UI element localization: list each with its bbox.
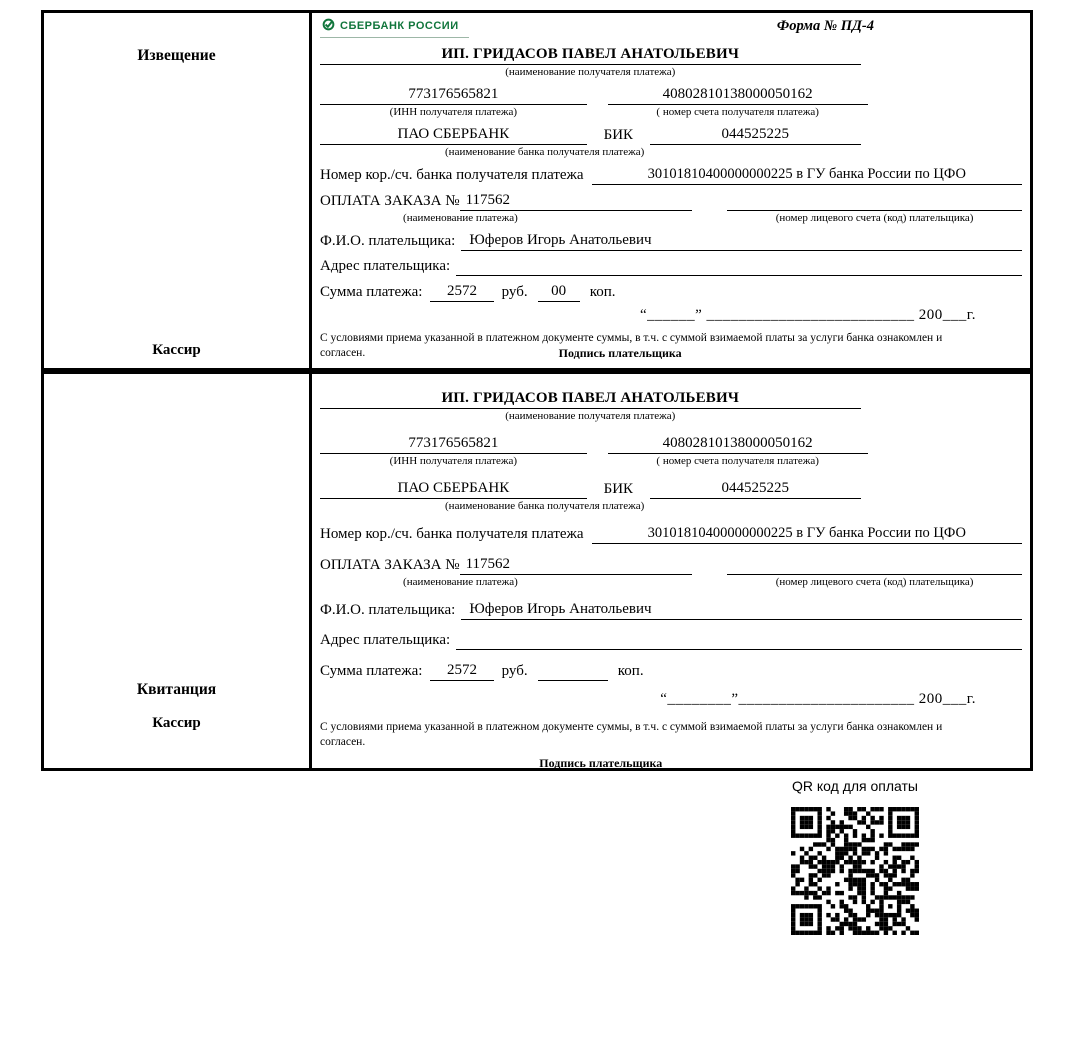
payee-name-hint: (наименование получателя платежа) bbox=[505, 66, 676, 78]
kop-label: коп. bbox=[589, 284, 616, 300]
bik-value: 044525225 bbox=[650, 124, 861, 145]
purpose-hints bbox=[320, 211, 1022, 225]
payee-name-value: ИП. ГРИДАСОВ ПАВЕЛ АНАТОЛЬЕВИЧ bbox=[320, 390, 861, 409]
payer-address-blank bbox=[456, 256, 1022, 276]
payee-name-hint: (наименование получателя платежа) bbox=[505, 410, 676, 422]
amount-kop-blank bbox=[538, 680, 608, 681]
bik-label: БИК bbox=[603, 481, 634, 497]
spacer bbox=[587, 433, 608, 454]
receipt-section-label: Квитанция bbox=[136, 681, 217, 698]
inn-account-row bbox=[320, 84, 1022, 105]
purpose-left bbox=[320, 190, 692, 211]
payee-account-value: 40802810138000050162 bbox=[608, 433, 868, 454]
notice-header-row bbox=[320, 16, 1022, 43]
spacer bbox=[601, 575, 727, 589]
corr-account-label: Номер кор./сч. банка получателя платежа bbox=[320, 167, 584, 183]
notice-cashier-label: Кассир bbox=[152, 342, 201, 358]
terms-block bbox=[320, 720, 1022, 768]
terms-text: С условиями приема указанной в платежном документе суммы, в т.ч. с суммой взимаемой платы за услуги банка ознакомлен и согласен. bbox=[320, 721, 943, 748]
payer-name-label: Ф.И.О. плательщика: bbox=[320, 233, 456, 249]
purpose-left bbox=[320, 554, 692, 575]
inn-account-hints bbox=[320, 105, 1022, 119]
notice-form bbox=[312, 13, 1030, 368]
rub-label: руб. bbox=[501, 663, 528, 679]
kop-label: коп. bbox=[617, 663, 644, 679]
payer-name-value: Юферов Игорь Анатольевич bbox=[461, 599, 1022, 620]
terms-text: С условиями приема указанной в платежном документе суммы, в т.ч. с суммой взимаемой платы за услуги банка ознакомлен и согласен. bbox=[320, 332, 943, 359]
receipt-form bbox=[312, 374, 1030, 768]
sberbank-logo-text: СБЕРБАНК РОССИИ bbox=[340, 20, 459, 32]
payer-name-row bbox=[320, 230, 1022, 251]
terms-block bbox=[320, 331, 1022, 361]
account-hint: ( номер счета получателя платежа) bbox=[656, 455, 819, 467]
purpose-hint: (наименование платежа) bbox=[403, 576, 518, 588]
bank-name-value: ПАО СБЕРБАНК bbox=[320, 124, 587, 145]
bank-name-value: ПАО СБЕРБАНК bbox=[320, 478, 587, 499]
payer-name-value: Юферов Игорь Анатольевич bbox=[461, 230, 1022, 251]
sberbank-logo-icon bbox=[322, 18, 335, 34]
spacer bbox=[587, 454, 608, 468]
amount-row bbox=[320, 660, 1022, 681]
payee-name-value: ИП. ГРИДАСОВ ПАВЕЛ АНАТОЛЬЕВИЧ bbox=[320, 46, 861, 65]
personal-account-hint: (номер лицевого счета (код) плательщика) bbox=[775, 576, 974, 588]
corr-account-label: Номер кор./сч. банка получателя платежа bbox=[320, 526, 584, 542]
personal-account-blank bbox=[727, 555, 1022, 575]
payer-name-row bbox=[320, 599, 1022, 620]
purpose-hint: (наименование платежа) bbox=[403, 212, 518, 224]
amount-rub-value: 2572 bbox=[430, 281, 493, 302]
notice-section-label: Извещение bbox=[137, 47, 216, 64]
payee-inn-value: 773176565821 bbox=[320, 84, 587, 105]
bank-row bbox=[320, 478, 1022, 499]
amount-kop-value: 00 bbox=[538, 281, 580, 302]
amount-label: Сумма платежа: bbox=[320, 284, 423, 300]
notice-stub bbox=[44, 13, 312, 368]
form-number: Форма № ПД-4 bbox=[776, 18, 874, 34]
qr-payment-block bbox=[775, 778, 935, 935]
sberbank-logo bbox=[320, 16, 469, 38]
spacer bbox=[587, 105, 608, 119]
purpose-hints bbox=[320, 575, 1022, 589]
payer-signature-label: Подпись плательщика bbox=[539, 755, 663, 768]
purpose-label: ОПЛАТА ЗАКАЗА № bbox=[320, 557, 460, 573]
receipt-stub bbox=[44, 374, 312, 768]
inn-account-hints bbox=[320, 454, 1022, 468]
payment-purpose-row bbox=[320, 554, 1022, 575]
notice-section bbox=[41, 10, 1033, 371]
amount-rub-value: 2572 bbox=[430, 660, 493, 681]
spacer bbox=[601, 211, 727, 225]
bank-name-hint: (наименование банка получателя платежа) bbox=[445, 146, 645, 158]
bik-value: 044525225 bbox=[650, 478, 861, 499]
order-number-value: 117562 bbox=[460, 554, 692, 575]
date-line: “______” __________________________ 200___г. bbox=[639, 307, 976, 323]
payer-address-label: Адрес плательщика: bbox=[320, 258, 451, 274]
inn-hint: (ИНН получателя платежа) bbox=[389, 455, 518, 467]
inn-hint: (ИНН получателя платежа) bbox=[389, 106, 518, 118]
receipt-section bbox=[41, 371, 1033, 771]
corr-account-row bbox=[320, 164, 1022, 185]
qr-caption: QR код для оплаты bbox=[791, 778, 918, 794]
payment-purpose-row bbox=[320, 190, 1022, 211]
payer-address-label: Адрес плательщика: bbox=[320, 632, 451, 648]
purpose-label: ОПЛАТА ЗАКАЗА № bbox=[320, 193, 460, 209]
corr-account-row bbox=[320, 523, 1022, 544]
payer-signature-label: Подпись плательщика bbox=[558, 345, 682, 360]
account-hint: ( номер счета получателя платежа) bbox=[656, 106, 819, 118]
spacer bbox=[587, 84, 608, 105]
payee-account-value: 40802810138000050162 bbox=[608, 84, 868, 105]
corr-account-value: 30101810400000000225 в ГУ банка России по ЦФО bbox=[592, 523, 1022, 544]
order-number-value: 117562 bbox=[460, 190, 692, 211]
receipt-cashier-label: Кассир bbox=[152, 715, 201, 731]
bik-label: БИК bbox=[603, 127, 634, 143]
amount-row bbox=[320, 281, 1022, 302]
rub-label: руб. bbox=[501, 284, 528, 300]
payee-inn-value: 773176565821 bbox=[320, 433, 587, 454]
payer-address-row bbox=[320, 256, 1022, 276]
amount-label: Сумма платежа: bbox=[320, 663, 423, 679]
payer-name-label: Ф.И.О. плательщика: bbox=[320, 602, 456, 618]
payer-address-blank bbox=[456, 630, 1022, 650]
personal-account-blank bbox=[727, 191, 1022, 211]
bank-name-hint: (наименование банка получателя платежа) bbox=[445, 500, 645, 512]
qr-code bbox=[791, 807, 919, 935]
inn-account-row bbox=[320, 433, 1022, 454]
date-line: “________”______________________ 200___г. bbox=[660, 691, 976, 707]
corr-account-value: 30101810400000000225 в ГУ банка России по ЦФО bbox=[592, 164, 1022, 185]
payer-address-row bbox=[320, 630, 1022, 650]
personal-account-hint: (номер лицевого счета (код) плательщика) bbox=[775, 212, 974, 224]
bank-row bbox=[320, 124, 1022, 145]
